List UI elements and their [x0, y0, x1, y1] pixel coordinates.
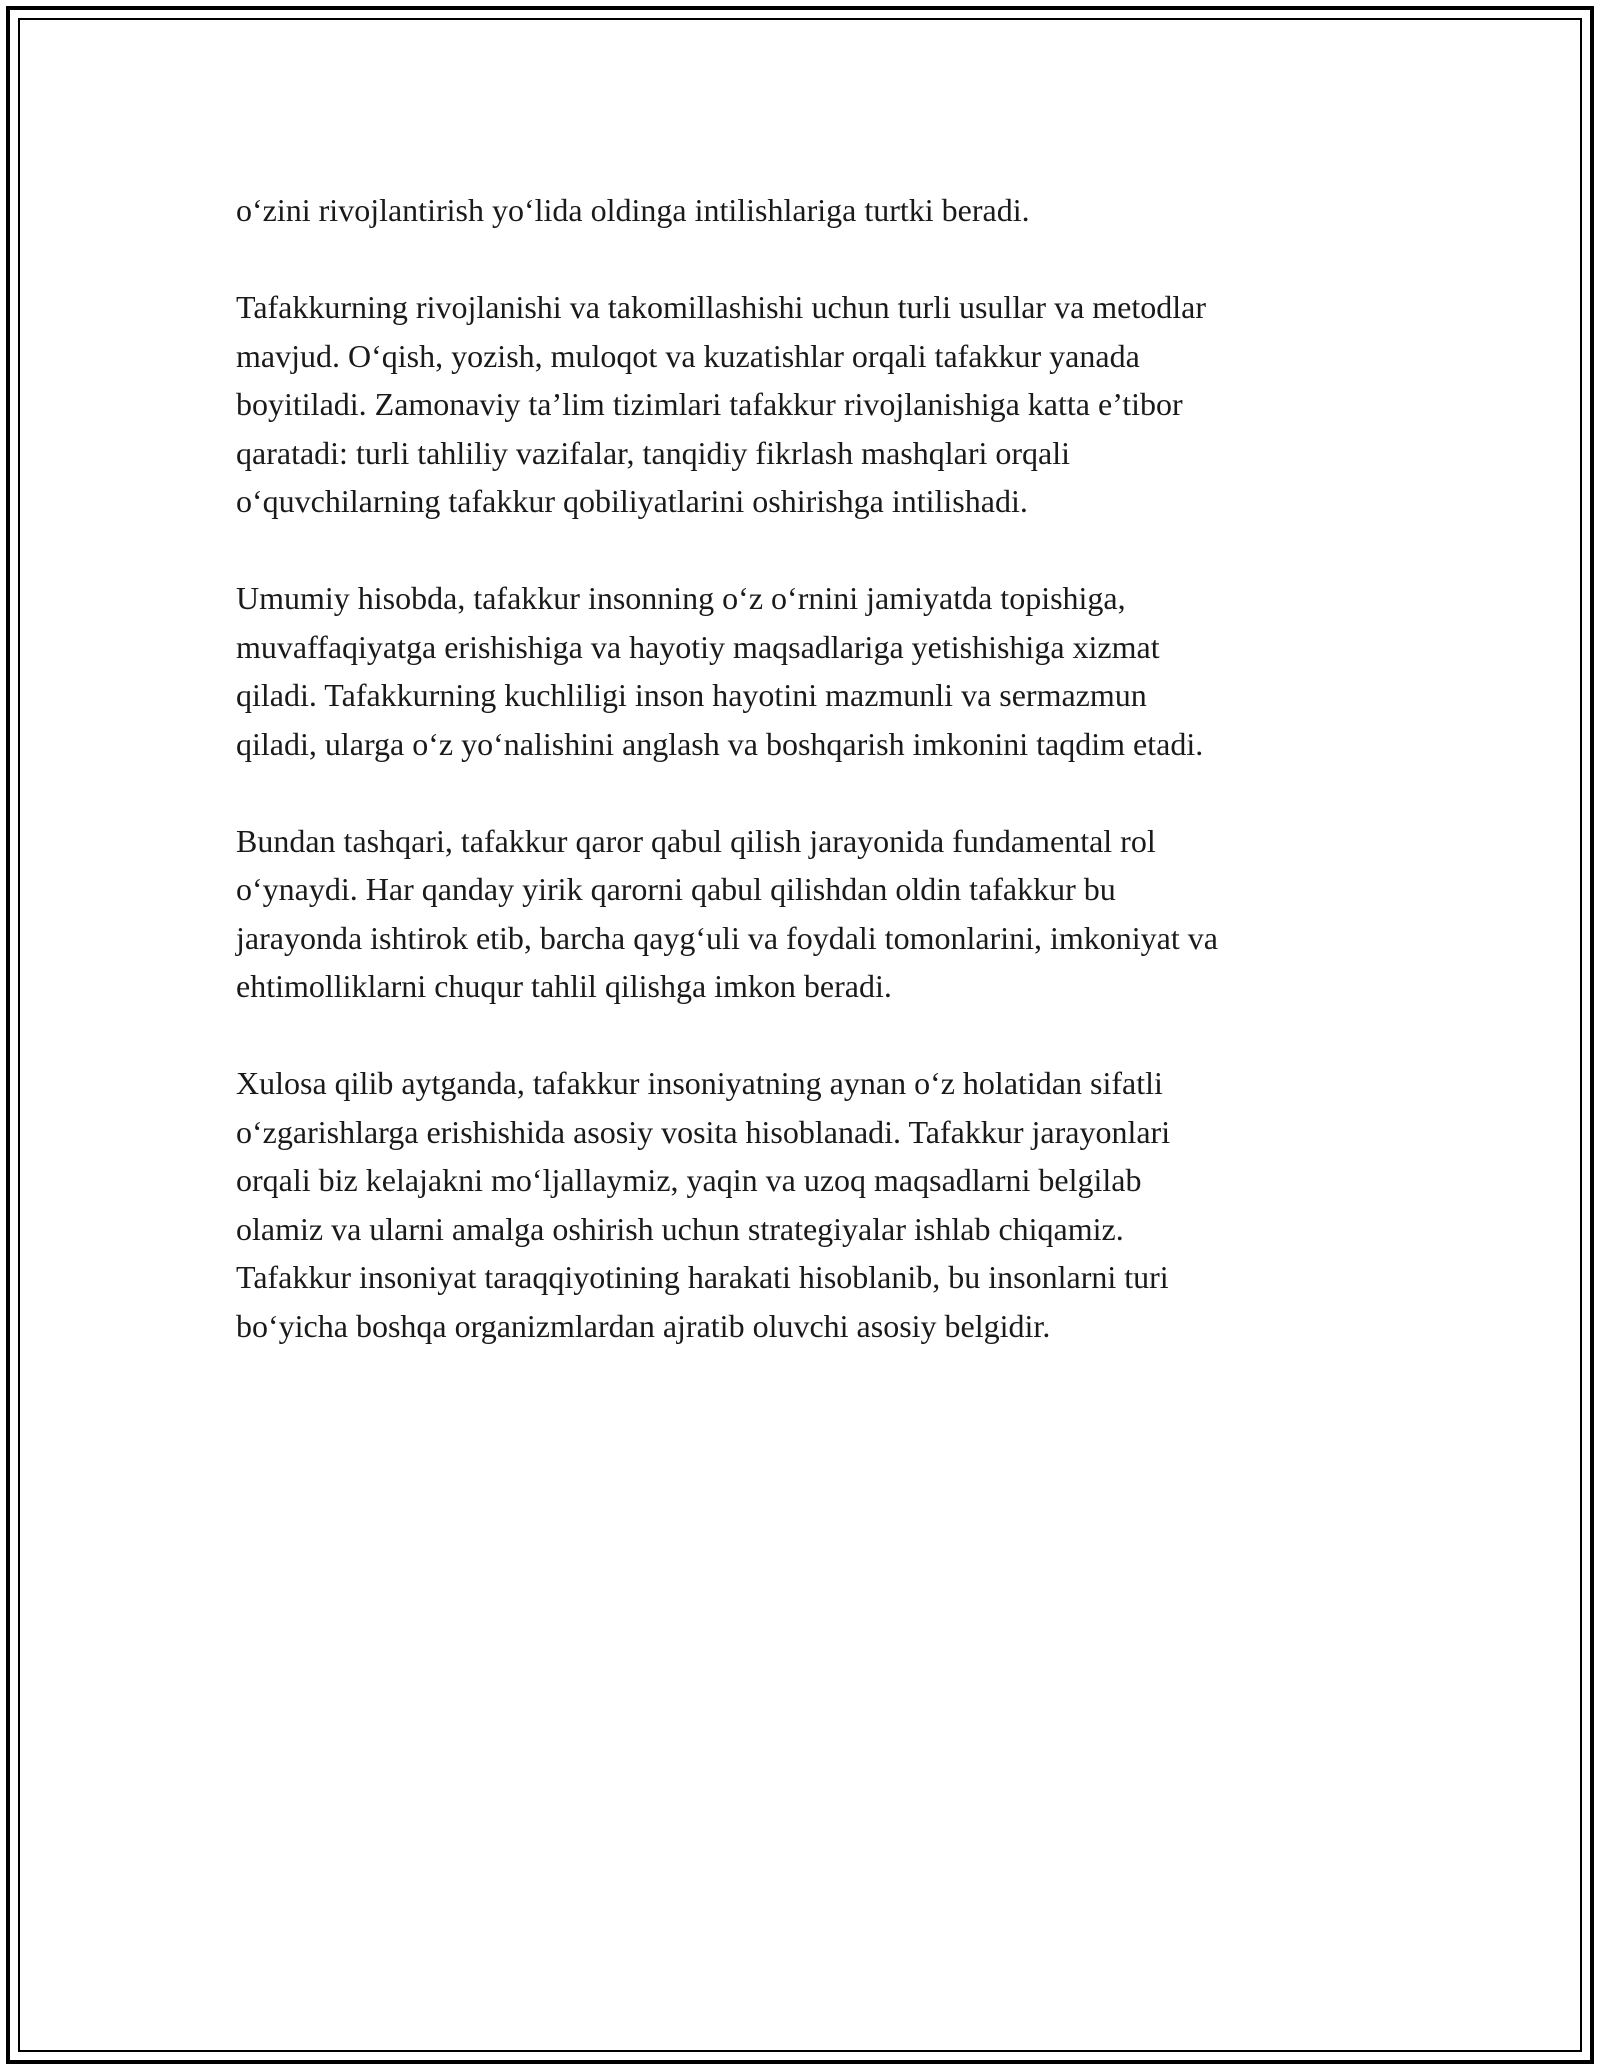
document-body [236, 186, 1366, 1399]
paragraph-4: Bundan tashqari, tafakkur qaror qabul qilish jarayonida fundamental rol o‘ynaydi. Har qanday yirik qarorni qabul qilishdan oldin tafakkur bu jarayonda ishtirok etib, barcha qayg‘uli va foydali tomonlarini, imkoniyat va ehtimolliklarni chuqur tahlil qilishga imkon beradi. [236, 822, 1218, 1004]
paragraph-3: Umumiy hisobda, tafakkur insonning o‘z o‘rnini jamiyatda topishiga, muvaffaqiyatga erishishiga va hayotiy maqsadlariga yetishishiga xizmat qiladi. Tafakkurning kuchliligi inson hayotini mazmunli va sermazmun qiladi, ularga o‘z yo‘nalishini anglash va boshqarish imkonini taqdim etadi. [236, 580, 1204, 762]
paragraph-2: Tafakkurning rivojlanishi va takomillashishi uchun turli usullar va metodlar mavjud. O‘qish, yozish, muloqot va kuzatishlar orqali tafakkur yanada boyitiladi. Zamonaviy ta’lim tizimlari tafakkur rivojlanishiga katta e’tibor qaratadi: turli tahliliy vazifalar, tanqidiy fikrlash mashqlari orqali o‘quvchilarning tafakkur qobiliyatlarini oshirishga intilishadi. [236, 289, 1206, 519]
paragraph-1: o‘zini rivojlantirish yo‘lida oldinga intilishlariga turtki beradi. [236, 192, 1030, 228]
paragraph-5: Xulosa qilib aytganda, tafakkur insoniyatning aynan o‘z holatidan sifatli o‘zgarishlarga erishishida asosiy vosita hisoblanadi. Tafakkur jarayonlari orqali biz kelajakni mo‘ljallaymiz, yaqin va uzoq maqsadlarni belgilab olamiz va ularni amalga oshirish uchun strategiyalar ishlab chiqamiz. Tafakkur insoniyat taraqqiyotining harakati hisoblanib, bu insonlarni turi bo‘yicha boshqa organizmlardan ajratib oluvchi asosiy belgidir. [236, 1065, 1171, 1344]
